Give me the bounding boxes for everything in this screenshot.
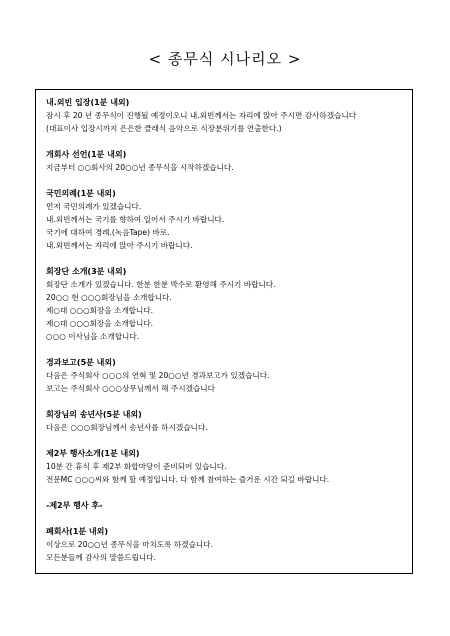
section-part2-introduction xyxy=(46,447,404,486)
section-title: 내.외빈 입장(1분 내외) xyxy=(46,98,130,107)
section-line: 잠시 후 20 년 종무식이 진행될 예정이오니 내.외빈께서는 자리에 앉아 주시면 감사하겠습니다 xyxy=(46,111,357,120)
section-guest-entrance xyxy=(46,96,404,135)
section-line: 내.외빈께서는 국기를 향하여 일어서 주시기 바랍니다. xyxy=(46,215,225,224)
section-title: 국민의례(1분 내외) xyxy=(46,189,116,198)
section-title: 개회사 선언(1분 내외) xyxy=(46,150,127,159)
section-national-ceremony xyxy=(46,187,404,252)
section-line: 10분 간 휴식 후 제2부 화합마당이 준비되어 있습니다. xyxy=(46,462,227,471)
section-title: 제2부 행사소개(1분 내외) xyxy=(46,449,140,458)
section-line: 국기에 대하여 경례.(녹음Tape) 바로. xyxy=(46,228,170,237)
section-title: 폐회사(1분 내외) xyxy=(46,527,109,536)
section-line: 다음은 주식회사 ○○○의 연혁 및 20○○년 경과보고가 있겠습니다. xyxy=(46,371,270,380)
part2-separator: -제2부 행사 후- xyxy=(46,501,103,510)
section-line: 전문MC ○○○씨와 함께 할 예정입니다. 다 함께 참여하는 즐거운 시간 되길 바랍니다. xyxy=(46,475,330,484)
section-line: 지금부터 ○○회사의 20○○년 종무식을 시작하겠습니다. xyxy=(46,163,234,172)
section-line: 모든분들께 감사의 말씀드립니다. xyxy=(46,553,156,562)
section-progress-report xyxy=(46,356,404,395)
section-chairman-speech xyxy=(46,408,404,434)
section-line: 다음은 ○○○회장님께서 송년사를 하시겠습니다. xyxy=(46,423,208,432)
page-title: < 종무식 시나리오 > xyxy=(148,50,302,68)
section-closing xyxy=(46,525,404,564)
section-line: 내.외빈께서는 자리에 앉아 주시기 바랍니다. xyxy=(46,241,193,250)
section-line: (대표이사 입장시까지 은은한 클래식 음악으로 식장분위기를 연출한다.) xyxy=(46,124,282,133)
section-title: 회장님의 송년사(5분 내외) xyxy=(46,410,142,419)
section-line: 보고는 주식회사 ○○○상무님께서 해 주시겠습니다 xyxy=(46,384,215,393)
section-board-introduction xyxy=(46,265,404,343)
section-line: 먼저 국민의례가 있겠습니다. xyxy=(46,202,142,211)
section-line: 제○대 ○○○회장을 소개합니다. xyxy=(46,306,154,315)
section-line: 20○○ 현 ○○○회장님을 소개합니다. xyxy=(46,293,172,302)
section-title: 회장단 소개(3분 내외) xyxy=(46,267,127,276)
section-line: 제○대 ○○○회장을 소개합니다. xyxy=(46,319,154,328)
section-line: 회장단 소개가 있겠습니다. 한분 한분 박수로 환영해 주시기 바랍니다. xyxy=(46,280,276,289)
section-line: ○○○ 이사님을 소개합니다. xyxy=(46,332,140,341)
section-opening-declaration xyxy=(46,148,404,174)
section-line: 이상으로 20○○년 종무식을 마치도록 하겠습니다. xyxy=(46,540,214,549)
scenario-box xyxy=(35,89,413,574)
section-title: 경과보고(5분 내외) xyxy=(46,358,116,367)
